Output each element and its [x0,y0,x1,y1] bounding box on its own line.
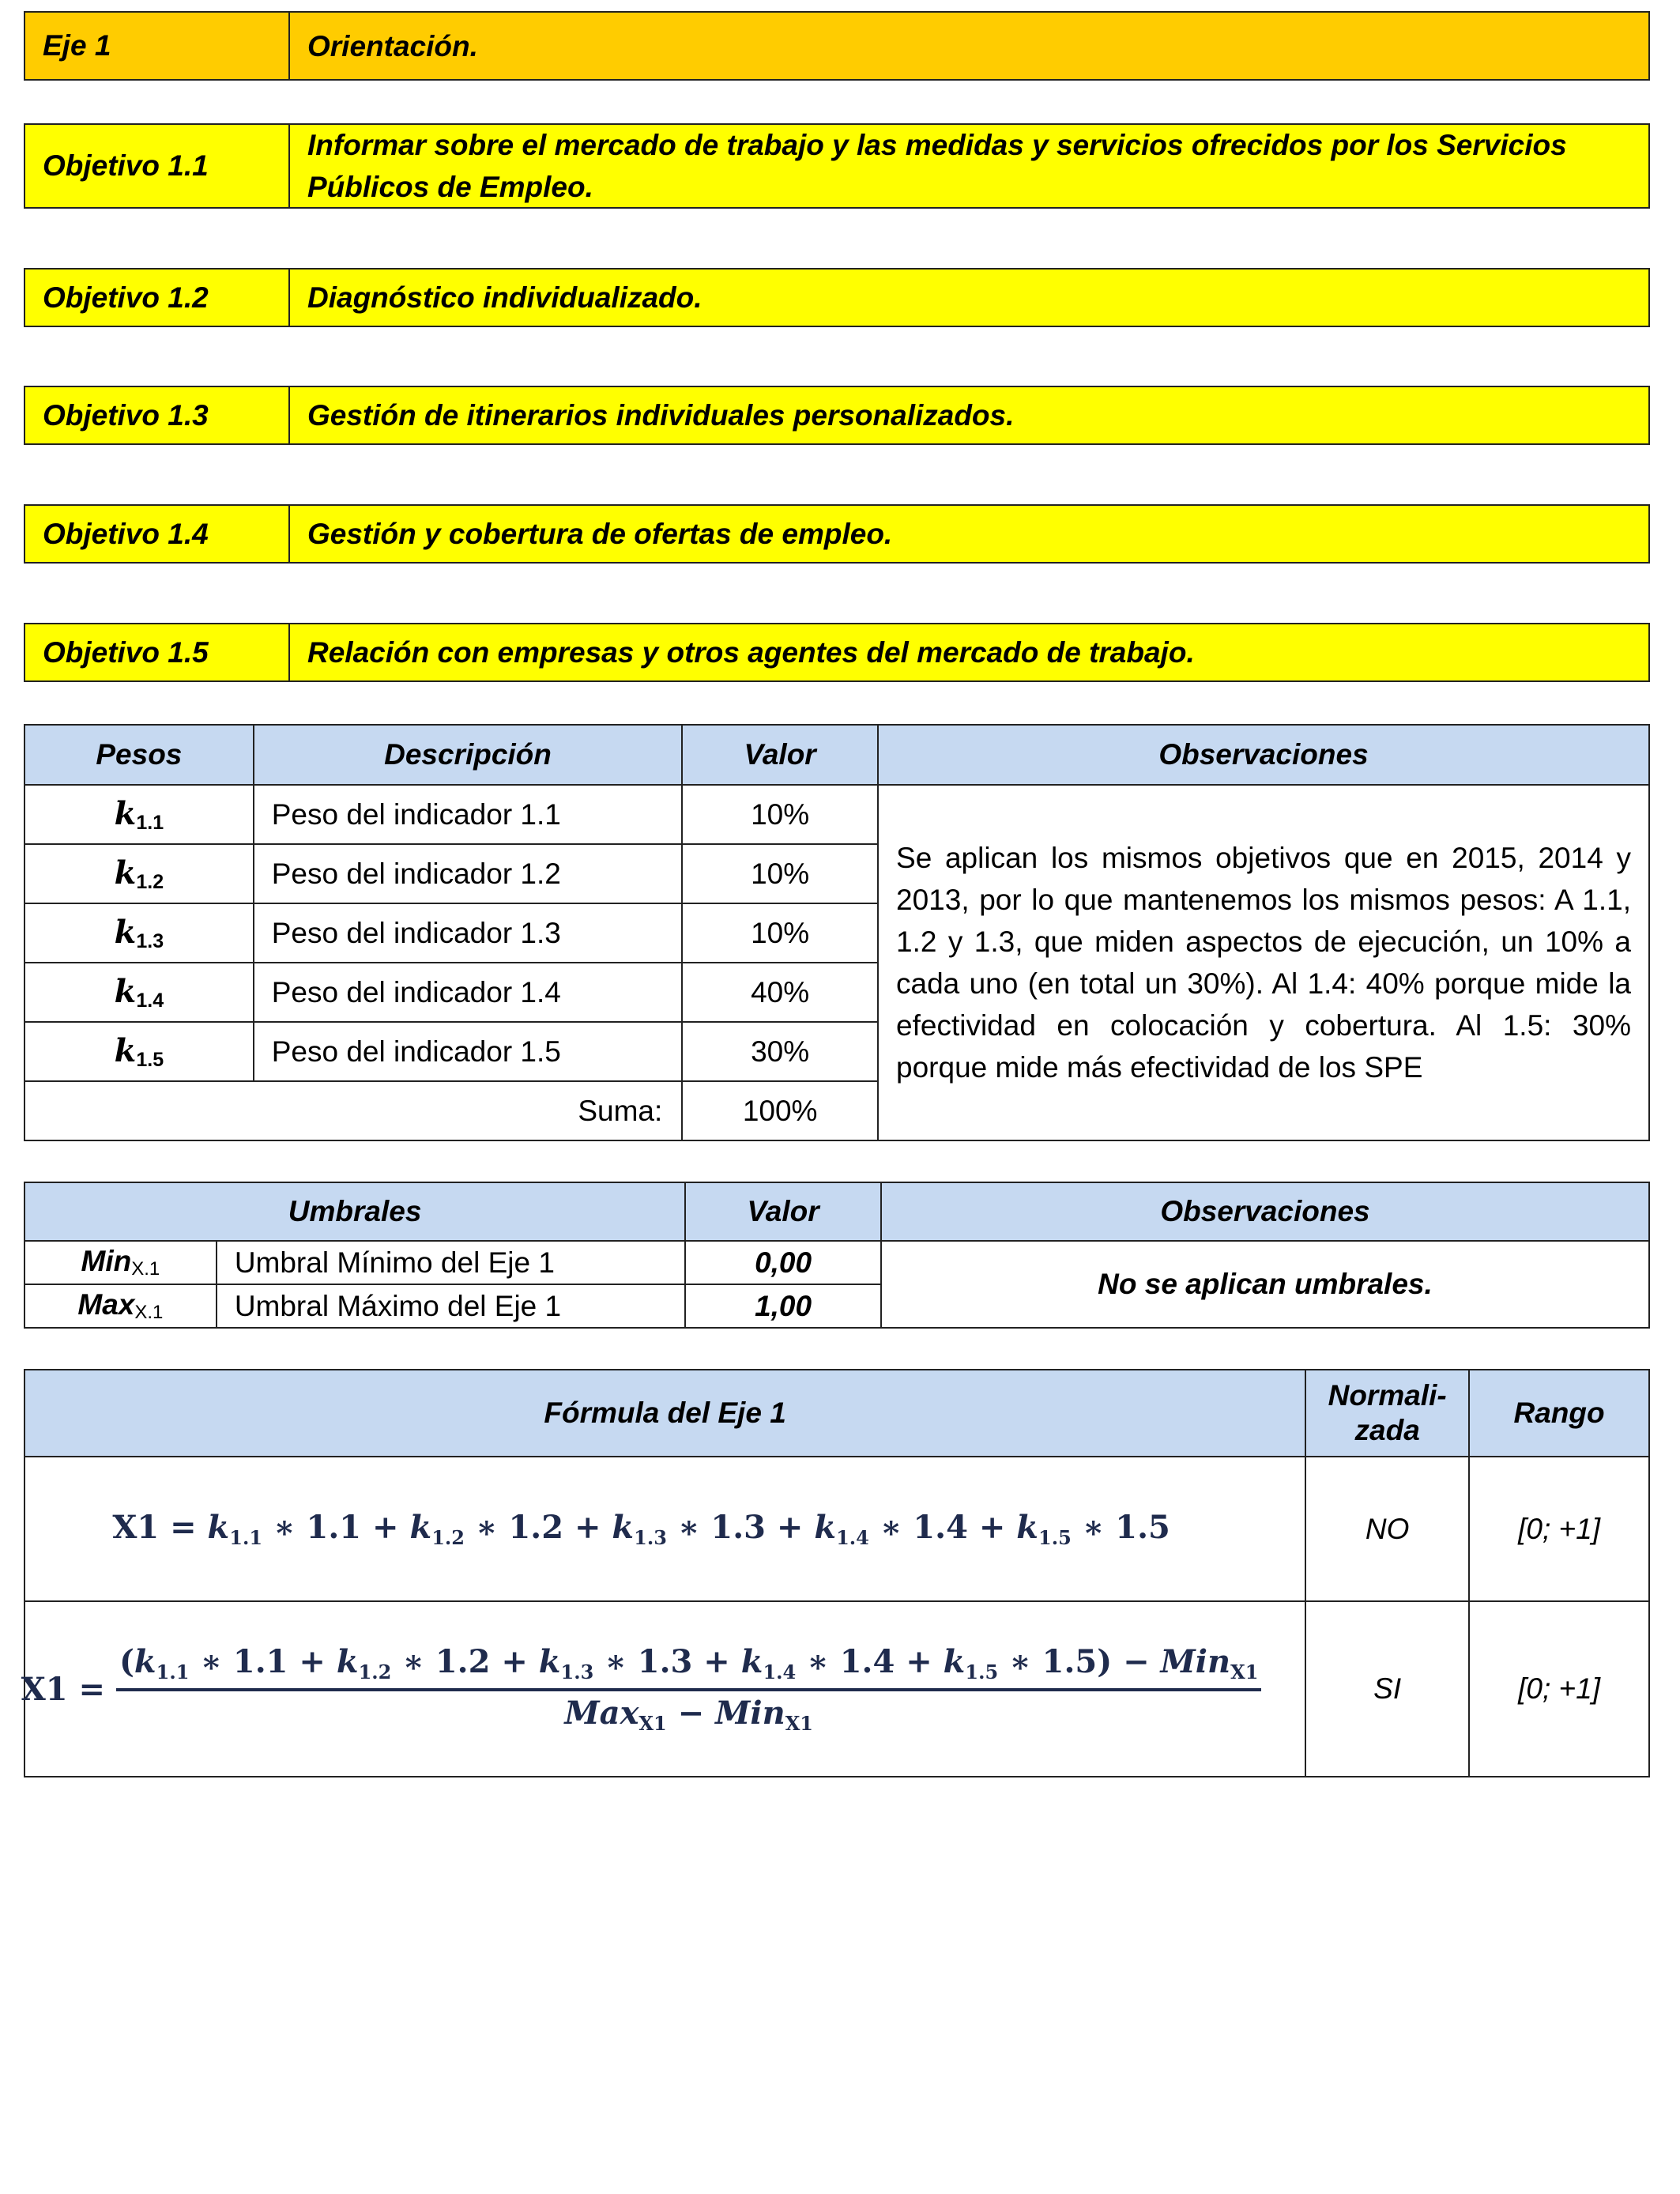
table-row [24,1457,1649,1601]
peso-symbol: $k_{1.5}$ [24,1022,254,1081]
normalizada-value: NO [1305,1457,1469,1601]
valor-header: Valor [685,1182,881,1241]
objetivo-label: Objetivo 1.3 [25,387,290,443]
peso-symbol: $k_{1.3}$ [24,903,254,963]
umbral-descripcion: Umbral Máximo del Eje 1 [217,1284,685,1328]
peso-descripcion: Peso del indicador 1.4 [254,963,683,1022]
peso-valor: 10% [682,903,878,963]
peso-descripcion: Peso del indicador 1.1 [254,785,683,844]
objetivo-1-3-bar [24,386,1650,445]
eje-title: Orientación. [307,29,478,62]
normalizada-value: SI [1305,1601,1469,1777]
eje-bar [24,11,1650,81]
normalizada-header: Normali- zada [1305,1370,1469,1457]
umbral-valor: 0,00 [685,1241,881,1284]
peso-valor: 10% [682,844,878,903]
peso-valor: 30% [682,1022,878,1081]
objetivo-label: Objetivo 1.2 [25,270,290,326]
objetivo-1-2-bar [24,268,1650,327]
table-row [24,1601,1649,1777]
rango-header: Rango [1469,1370,1649,1457]
rango-value: [0; +1] [1469,1601,1649,1777]
observaciones-header: Observaciones [881,1182,1649,1241]
peso-valor: 10% [682,785,878,844]
objetivo-title: Relación con empresas y otros agentes del mercado de trabajo. [307,636,1195,669]
eje-label: Eje 1 [25,13,290,79]
objetivo-label: Objetivo 1.5 [25,624,290,680]
formula-normalizada [21,1601,1305,1777]
formula-table [21,1369,1650,1777]
formula-image: $X1 = k_{1.1}$ ∗ $1.1 + k_{1.2}$ ∗ $1.2 + k_{1.3}$ ∗ $1.3 + k_{1.4}$ ∗ $1.4 + k_{1.5}$ ∗ 1.5 [112,1509,1170,1549]
pesos-observaciones: Se aplican los mismos objetivos que en 2015, 2014 y 2013, por lo que mantenemos los mismos pesos: A 1.1, 1.2 y 1.3, que miden aspectos de ejecución, un 10% a cada uno (en total un 30%). Al 1.4: 40% porque mide la efectividad en colocación y cobertura. Al 1.5: 30% porque mide más efectividad de los SPE [878,785,1649,1140]
suma-label: Suma: [24,1081,682,1140]
umbral-descripcion: Umbral Mínimo del Eje 1 [217,1241,685,1284]
objetivo-label: Objetivo 1.4 [25,506,290,562]
peso-valor: 40% [682,963,878,1022]
umbrales-observaciones: No se aplican umbrales. [881,1241,1649,1328]
rango-value: [0; +1] [1469,1457,1649,1601]
peso-symbol: $k_{1.2}$ [24,844,254,903]
objetivo-title: Gestión y cobertura de ofertas de empleo. [307,518,893,550]
table-row [24,1241,1649,1284]
pesos-table [24,724,1650,1141]
objetivo-1-5-bar [24,623,1650,682]
descripcion-header: Descripción [254,725,683,785]
formula-no-normalizada [24,1457,1305,1601]
valor-header: Valor [682,725,878,785]
observaciones-header: Observaciones [878,725,1649,785]
objetivo-1-4-bar [24,504,1650,564]
peso-symbol: $k_{1.1}$ [24,785,254,844]
umbral-symbol: Min$_{X.1}$ [24,1241,217,1284]
table-row [24,785,1649,844]
umbral-symbol: Max$_{X.1}$ [24,1284,217,1328]
formula-image: X1 = ($k_{1.1}$ ∗ $1.1 + k_{1.2}$ ∗ $1.2 + k_{1.3}$ ∗ $1.3 + k_{1.4}$ ∗ $1.4 + k_{1.5}$ ∗ 1.5) − Min$_{X1}$ Max$_{X1}$ − Min$_{X1}$ [21,1643,1262,1735]
objetivo-1-1-bar [24,123,1650,209]
objetivo-label: Objetivo 1.1 [25,125,290,207]
objetivo-title: Informar sobre el mercado de trabajo y las medidas y servicios ofrecidos por los Servicios Públicos de Empleo. [307,129,1567,203]
objetivo-title: Gestión de itinerarios individuales personalizados. [307,399,1015,432]
peso-descripcion: Peso del indicador 1.3 [254,903,683,963]
peso-descripcion: Peso del indicador 1.2 [254,844,683,903]
pesos-header: Pesos [24,725,254,785]
objetivo-title: Diagnóstico individualizado. [307,281,703,314]
umbrales-table [24,1182,1650,1329]
formula-header: Fórmula del Eje 1 [24,1370,1305,1457]
peso-symbol: $k_{1.4}$ [24,963,254,1022]
suma-valor: 100% [682,1081,878,1140]
peso-descripcion: Peso del indicador 1.5 [254,1022,683,1081]
umbrales-header: Umbrales [24,1182,685,1241]
umbral-valor: 1,00 [685,1284,881,1328]
